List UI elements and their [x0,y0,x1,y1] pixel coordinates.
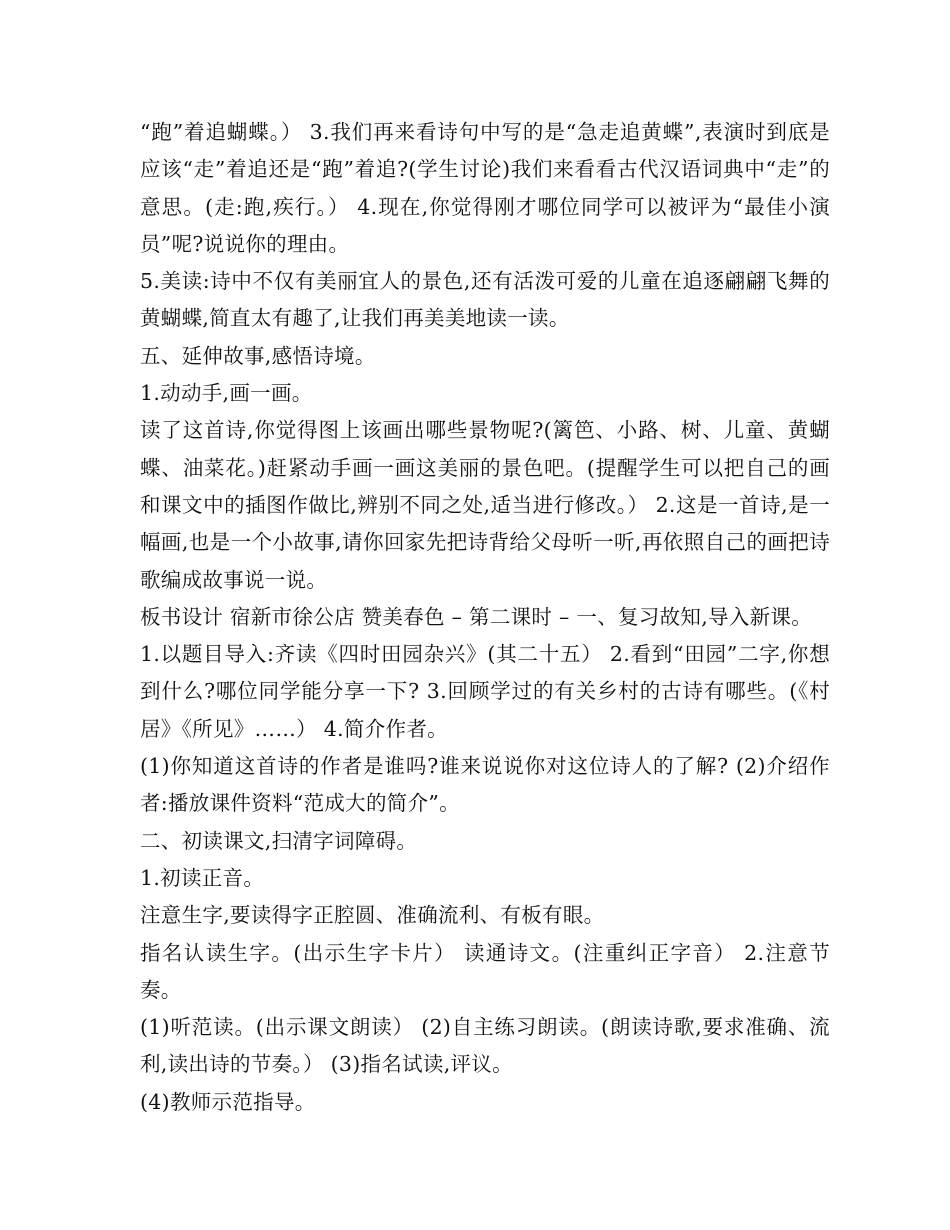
section-heading: 五、延伸故事,感悟诗境。 [140,343,376,368]
paragraph: 1.初读正音。 [140,865,265,890]
section-heading: 二、初读课文,扫清字词障碍。 [140,828,418,853]
paragraph: 1.以题目导入:齐读《四时田园杂兴》(其二十五） 2.看到“田园”二字,你想到什么?哪位同学能分享一下? 3.回顾学过的有关乡村的古诗有哪些。(《村居》《所见》……） 4.简介作者。 [140,642,830,741]
paragraph: “跑”着追蝴蝶。） 3.我们再来看诗句中写的是“急走追黄蝶”,表演时到底是应该“走”着追还是“跑”着追?(学生讨论)我们来看看古代汉语词典中“走”的意思。(走:跑,疾行。） 4.现在,你觉得刚才哪位同学可以被评为“最佳小演员”呢?说说你的理由。 [140,120,830,256]
paragraph: 板书设计 宿新市徐公店 赞美春色 – 第二课时 – 一、复习故知,导入新课。 [140,604,813,629]
paragraph: 指名认读生字。(出示生字卡片） 读通诗文。(注重纠正字音） 2.注意节奏。 [140,940,830,1002]
paragraph: 5.美读:诗中不仅有美丽宜人的景色,还有活泼可爱的儿童在追逐翩翩飞舞的黄蝴蝶,简直太有趣了,让我们再美美地读一读。 [140,269,830,331]
paragraph: 1.动动手,画一画。 [140,381,313,406]
paragraph: (1)听范读。(出示课文朗读） (2)自主练习朗读。(朗读诗歌,要求准确、流利,读出诗的节奏。） (3)指名试读,评议。 [140,1015,830,1077]
paragraph: 读了这首诗,你觉得图上该画出哪些景物呢?(篱笆、小路、树、儿童、黄蝴蝶、油菜花。)赶紧动手画一画这美丽的景色吧。(提醒学生可以把自己的画和课文中的插图作做比,辨别不同之处,适当进行修改。） 2.这是一首诗,是一幅画,也是一个小故事,请你回家先把诗背给父母听一听,再依照自己的画把诗歌编成故事说一说。 [140,418,830,592]
paragraph: (4)教师示范指导。 [140,1089,316,1114]
paragraph: 注意生字,要读得字正腔圆、准确流利、有板有眼。 [140,903,605,928]
paragraph: (1)你知道这首诗的作者是谁吗?谁来说说你对这位诗人的了解? (2)介绍作者:播放课件资料“范成大的简介”。 [140,754,830,816]
document-body [140,114,830,1121]
